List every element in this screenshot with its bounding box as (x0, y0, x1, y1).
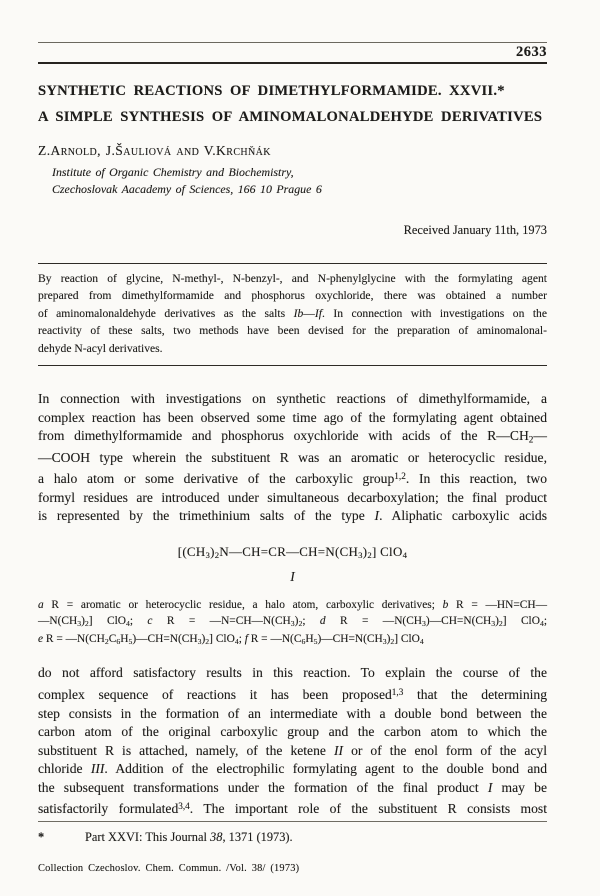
abstract-block (38, 263, 547, 366)
journal-footer: Collection Czechoslov. Chem. Commun. /Vol. 38/ (1973) (38, 862, 300, 874)
title-line-1: SYNTHETIC REACTIONS OF DIMETHYLFORMAMIDE. XXVII.* (38, 83, 505, 99)
substituent-line: e $R = —N(CH_2C_6H_5)—CH=N(CH_3)_2$] ClO$_4$; f $R = —N(C_6H_5)—CH=N(CH_3)_2$] ClO$_4$ (38, 632, 424, 646)
formula-label: I (290, 569, 295, 585)
abstract-line: By reaction of glycine, N-methyl-, N-benzyl-, and N-phenylglycine with the formylating agent (38, 272, 547, 285)
substituent-line: a R = aromatic or heterocyclic residue, a halo atom, carboxylic derivatives; b R = —HN=CH— (38, 599, 547, 612)
text-line: satisfactorily formulated$^{3,4}$. The important role of the substituent R consists most (38, 801, 547, 817)
received-date: Received January 11th, 1973 (403, 223, 547, 237)
text-line: the subsequent transformations under the formation of the final product I may be (38, 779, 547, 795)
body-paragraph-2 (38, 664, 547, 818)
text-line: from dimethylformamide and phosphorus oxychloride with acids of the $R—CH_2—$ (38, 428, 547, 445)
footnote-text: Part XXVI: This Journal 38, 1371 (1973). (85, 829, 293, 844)
header-rule-heavy (38, 62, 547, 64)
substituent-line: $—N(CH_3)_2$] ClO$_4$; c $R = —N=CH—N(CH_3)_2$; d $R = —N(CH_3)—CH=N(CH_3)_2$] ClO$_4$; (38, 614, 547, 628)
affiliation (52, 164, 547, 197)
abstract-line: reactivity of these salts, two methods have been devised for the preparation of aminomalonal- (38, 324, 547, 338)
text-line: step consists in the formation of an intermediate with a double bond between the (38, 705, 547, 721)
footnote-marker: * (38, 829, 45, 844)
text-line: chloride III. Addition of the electrophilic formylating agent to the double bond and (38, 761, 548, 777)
text-line: —COOH type wherein the substituent R was an aromatic or heterocyclic residue, (38, 449, 547, 465)
chemical-formula: $[(CH_3)_2N—CH=CR—CH=N(CH_3)_2]$ ClO$_4$ (177, 544, 408, 561)
text-line: substituent R is attached, namely, of the ketene II or of the enol form of the acyl (38, 742, 547, 758)
text-line: do not afford satisfactory results in this reaction. To explain the course of the (38, 665, 547, 681)
text-line: is represented by the trimethinium salts of the type I. Aliphatic carboxylic acids (38, 508, 547, 524)
text-line: In connection with investigations on synthetic reactions of dimethylformamide, a (38, 391, 547, 407)
title-line-2: A SIMPLE SYNTHESIS OF AMINOMALONALDEHYDE DERIVATIVES (38, 109, 543, 125)
substituent-list (38, 598, 547, 649)
body-paragraph-1 (38, 390, 547, 526)
text-line: carbon atom of the original carboxylic group and the carbon atom to which the (38, 724, 547, 740)
affiliation-line-2: Czechoslovak Aacademy of Sciences, 166 10 Prague 6 (52, 181, 322, 196)
page-number: 2633 (516, 44, 547, 60)
abstract-line: dehyde N-acyl derivatives. (38, 341, 163, 355)
article-title (38, 78, 547, 130)
text-line: complex reaction has been observed some time ago of the formylating agent obtained (38, 409, 547, 425)
affiliation-line-1: Institute of Organic Chemistry and Biochemistry, (52, 165, 294, 179)
authors-line: Z.Arnold, J.Šauliová and V.Krchňák (38, 143, 271, 158)
footnote (38, 829, 547, 846)
text-line: complex sequence of reactions it has been proposed$^{1,3}$ that the determining (38, 686, 547, 703)
text-line: a halo atom or some derivative of the carboxylic group$^{1,2}$. In this reaction, two (38, 471, 547, 487)
abstract-line: of aminomalonaldehyde derivatives as the salts Ib—If. In connection with investigations on the (38, 306, 547, 320)
footnote-separator (38, 821, 547, 822)
text-line: formyl residues are introduced under simultaneous decarboxylation; the final product (38, 489, 547, 505)
abstract-line: prepared from dimethylformamide and phosphorus oxychloride, there was obtained a number (38, 289, 547, 303)
